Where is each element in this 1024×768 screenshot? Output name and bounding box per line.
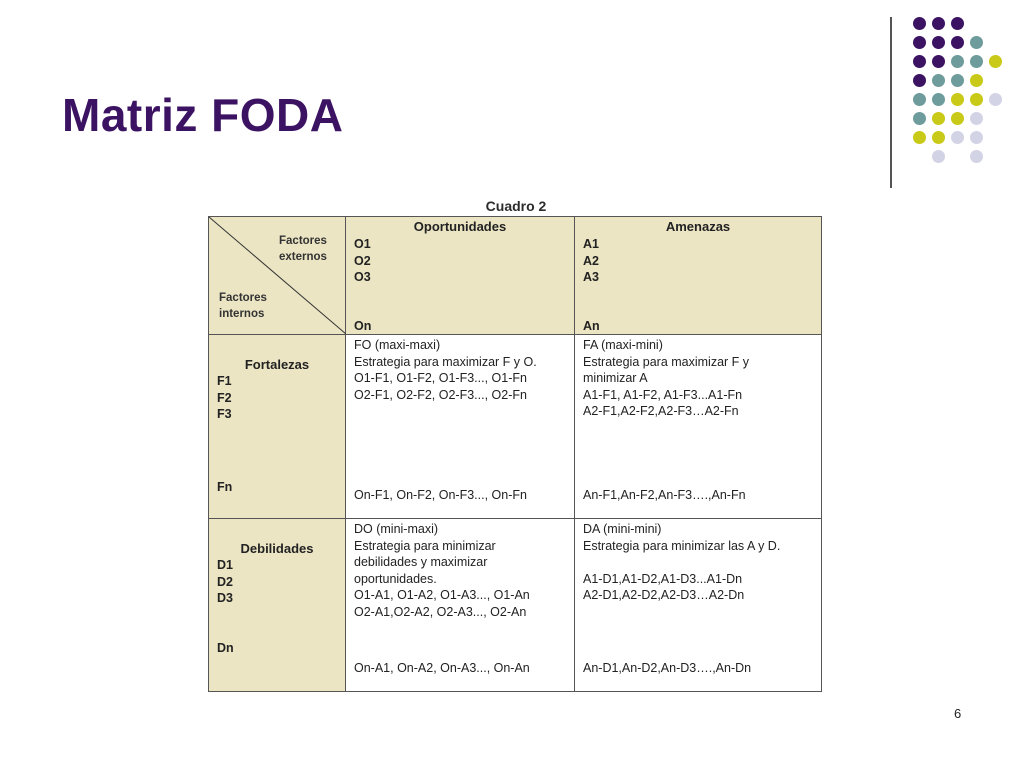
decorative-dot bbox=[932, 112, 945, 125]
do-line: DO (mini-maxi) bbox=[354, 522, 439, 536]
fo-line: Estrategia para maximizar F y O. bbox=[354, 354, 537, 369]
opportunity-item: O2 bbox=[354, 253, 371, 268]
decorative-dot bbox=[913, 93, 926, 106]
strength-last: Fn bbox=[217, 480, 233, 494]
fo-line: FO (maxi-maxi) bbox=[354, 338, 441, 352]
da-line: DA (mini-mini) bbox=[583, 522, 662, 536]
decorative-dot bbox=[951, 36, 964, 49]
da-last: An-D1,An-D2,An-D3….,An-Dn bbox=[583, 661, 752, 675]
do-line: O1-A1, O1-A2, O1-A3..., O1-An bbox=[354, 588, 530, 602]
do-last: On-A1, On-A2, On-A3..., On-An bbox=[354, 661, 530, 675]
decorative-dot bbox=[970, 36, 983, 49]
decorative-dot bbox=[970, 112, 983, 125]
decorative-dot bbox=[913, 131, 926, 144]
da-line bbox=[583, 554, 813, 571]
threat-last: An bbox=[583, 319, 600, 333]
opportunity-item: O3 bbox=[354, 270, 371, 284]
da-line: A2-D1,A2-D2,A2-D3…A2-Dn bbox=[583, 588, 745, 602]
da-line: Estrategia para minimizar las A y D. bbox=[583, 538, 781, 553]
da-strategy-cell bbox=[575, 519, 822, 692]
decorative-dot bbox=[932, 93, 945, 106]
decorative-dot bbox=[913, 74, 926, 87]
fa-last: An-F1,An-F2,An-F3….,An-Fn bbox=[583, 488, 746, 502]
opportunity-item: O1 bbox=[354, 237, 371, 251]
decorative-dot bbox=[913, 36, 926, 49]
external-factors-label: Factores externos bbox=[279, 235, 327, 263]
decorative-dot bbox=[913, 55, 926, 68]
weakness-last: Dn bbox=[217, 641, 234, 655]
table-caption: Cuadro 2 bbox=[485, 198, 547, 214]
decorative-dot bbox=[932, 55, 945, 68]
decorative-dot bbox=[932, 150, 945, 163]
decorative-dot bbox=[932, 17, 945, 30]
threat-item: A2 bbox=[583, 253, 599, 268]
decorative-dot bbox=[913, 112, 926, 125]
fa-strategy-cell bbox=[575, 335, 822, 519]
fo-line: O2-F1, O2-F2, O2-F3..., O2-Fn bbox=[354, 387, 527, 402]
fa-line: A1-F1, A1-F2, A1-F3...A1-Fn bbox=[583, 387, 743, 402]
corner-header-cell bbox=[209, 217, 346, 335]
weaknesses-title: Debilidades bbox=[240, 541, 314, 556]
decorative-dot bbox=[913, 17, 926, 30]
da-line: A1-D1,A1-D2,A1-D3...A1-Dn bbox=[583, 571, 743, 586]
decorative-dot bbox=[951, 112, 964, 125]
slide-title: Matriz FODA bbox=[62, 89, 344, 141]
opportunities-header-cell bbox=[346, 217, 575, 335]
strength-item: F1 bbox=[217, 374, 232, 388]
threat-item: A3 bbox=[583, 270, 599, 284]
foda-matrix-table bbox=[208, 216, 822, 692]
opportunities-title: Oportunidades bbox=[413, 219, 507, 234]
internal-factors-label: Factores internos bbox=[219, 292, 267, 320]
opportunity-last: On bbox=[354, 319, 372, 333]
strength-item: F2 bbox=[217, 390, 232, 405]
threats-header-cell bbox=[575, 217, 822, 335]
decorative-dot bbox=[970, 93, 983, 106]
threats-title: Amenazas bbox=[665, 219, 731, 234]
decorative-dot bbox=[989, 55, 1002, 68]
fa-line: FA (maxi-mini) bbox=[583, 338, 663, 352]
decorative-dot bbox=[951, 55, 964, 68]
page-number: 6 bbox=[954, 706, 962, 721]
decorative-dot bbox=[932, 131, 945, 144]
decorative-dot bbox=[951, 131, 964, 144]
decorative-dot bbox=[970, 150, 983, 163]
strength-item: F3 bbox=[217, 407, 232, 421]
fa-line: minimizar A bbox=[583, 371, 648, 385]
decorative-dot bbox=[951, 17, 964, 30]
decorative-dot bbox=[932, 74, 945, 87]
do-line: oportunidades. bbox=[354, 571, 437, 586]
fa-line: Estrategia para maximizar F y bbox=[583, 354, 750, 369]
fa-line: A2-F1,A2-F2,A2-F3…A2-Fn bbox=[583, 404, 739, 418]
weaknesses-row-header bbox=[209, 519, 346, 692]
decorative-dot bbox=[970, 74, 983, 87]
decorative-dot bbox=[989, 93, 1002, 106]
vertical-divider bbox=[890, 17, 892, 188]
do-strategy-cell bbox=[346, 519, 575, 692]
decorative-dot bbox=[951, 74, 964, 87]
fo-last: On-F1, On-F2, On-F3..., On-Fn bbox=[354, 488, 527, 502]
strengths-title: Fortalezas bbox=[244, 357, 310, 372]
do-line: Estrategia para minimizar bbox=[354, 538, 496, 553]
decorative-dot bbox=[932, 36, 945, 49]
weakness-item: D3 bbox=[217, 591, 233, 605]
do-line: O2-A1,O2-A2, O2-A3..., O2-An bbox=[354, 604, 527, 619]
decorative-dot bbox=[951, 93, 964, 106]
weakness-item: D1 bbox=[217, 558, 233, 572]
do-line: debilidades y maximizar bbox=[354, 555, 488, 569]
decorative-dot bbox=[970, 131, 983, 144]
threat-item: A1 bbox=[583, 237, 599, 251]
strengths-row-header bbox=[209, 335, 346, 519]
fo-line: O1-F1, O1-F2, O1-F3..., O1-Fn bbox=[354, 371, 527, 385]
weakness-item: D2 bbox=[217, 574, 233, 589]
fo-strategy-cell bbox=[346, 335, 575, 519]
decorative-dot bbox=[970, 55, 983, 68]
